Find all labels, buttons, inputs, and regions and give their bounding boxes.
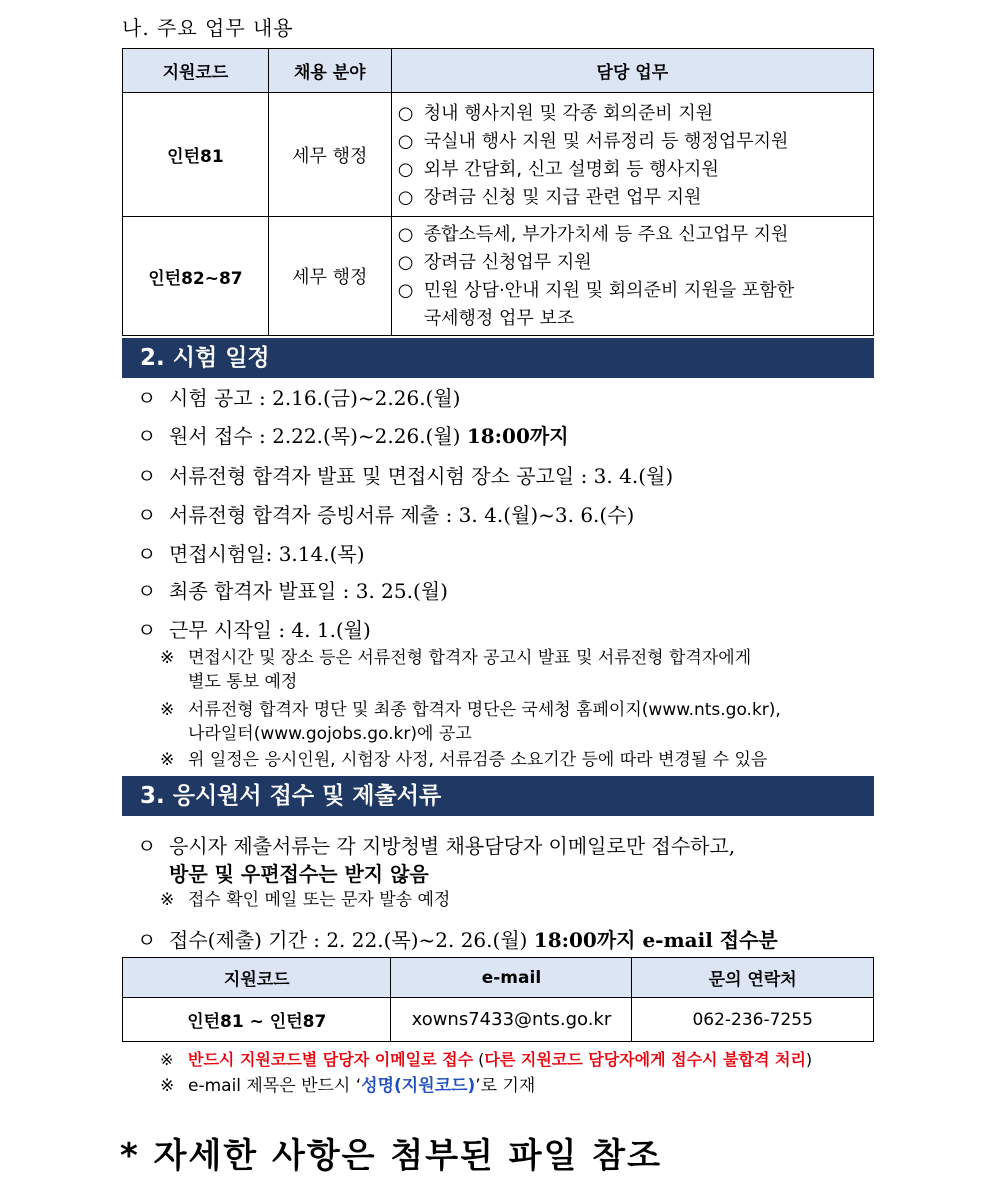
schedule-note: ※ 면접시간 및 장소 등은 서류전형 합격자 공고시 발표 및 서류전형 합격자에게 별도 통보 예정 <box>160 648 752 692</box>
duty-table <box>122 48 874 336</box>
circle-bullet-icon: ○ <box>397 158 414 180</box>
bullet-icon: ㅇ <box>137 618 157 642</box>
subheading-duties: 나. 주요 업무 내용 <box>122 16 294 40</box>
reference-mark-icon: ※ <box>160 750 175 770</box>
schedule-item: ㅇ 면접시험일: 3.14.(목) <box>137 538 365 567</box>
duty-item: ○ 장려금 신청 및 지급 관련 업무 지원 <box>398 184 869 212</box>
duty-item: ○ 민원 상담·안내 지원 및 회의준비 지원을 포함한 <box>398 277 869 305</box>
bullet-icon: ㅇ <box>137 424 157 448</box>
table-row <box>123 217 874 336</box>
email-subject-note: ※ e-mail 제목은 반드시 ‘성명(지원코드)’로 기재 <box>160 1076 536 1096</box>
contact-table-header <box>123 958 874 998</box>
reference-mark-icon: ※ <box>160 1076 175 1096</box>
section-title-application: 3. 응시원서 접수 및 제출서류 <box>122 776 874 816</box>
schedule-item: ㅇ 근무 시작일 : 4. 1.(월) <box>137 614 371 643</box>
duty-item-continuation: 국세행정 업무 보조 <box>423 308 575 329</box>
schedule-item: ㅇ 서류전형 합격자 증빙서류 제출 : 3. 4.(월)~3. 6.(수) <box>137 499 634 528</box>
duty-item: ○ 장려금 신청업무 지원 <box>398 249 869 277</box>
bullet-icon: ㅇ <box>137 579 157 603</box>
schedule-note: ※ 서류전형 합격자 명단 및 최종 합격자 명단은 국세청 홈페이지(www.nts.go.kr), 나라일터(www.gojobs.go.kr)에 공고 <box>160 700 781 744</box>
duty-item: ○ 청내 행사지원 및 각종 회의준비 지원 <box>398 100 869 128</box>
circle-bullet-icon: ○ <box>397 186 414 208</box>
application-item-bold: 방문 및 우편접수는 받지 않음 <box>169 862 429 886</box>
table-row <box>123 93 874 217</box>
bullet-icon: ㅇ <box>137 928 157 952</box>
duty-item: ○ 외부 간담회, 신고 설명회 등 행사지원 <box>398 156 869 184</box>
circle-bullet-icon: ○ <box>397 280 414 301</box>
application-item: ㅇ 접수(제출) 기간 : 2. 22.(목)~2. 26.(월) 18:00까지 e-mail 접수분 <box>137 924 778 953</box>
header-code: 지원코드 <box>123 49 269 93</box>
cell-duties <box>391 217 873 336</box>
cell-code: 인턴81 ~ 인턴87 <box>123 998 391 1042</box>
contact-table <box>122 957 874 1042</box>
circle-bullet-icon: ○ <box>397 130 414 152</box>
final-note: * 자세한 사항은 첨부된 파일 참조 <box>120 1136 662 1176</box>
cell-field: 세무 행정 <box>268 93 391 217</box>
schedule-note: ※ 위 일정은 응시인원, 시험장 사정, 서류검증 소요기간 등에 따라 변경될 수 있음 <box>160 750 768 770</box>
schedule-item: ㅇ 서류전형 합격자 발표 및 면접시험 장소 공고일 : 3. 4.(월) <box>137 460 673 489</box>
header-duties: 담당 업무 <box>391 49 873 93</box>
circle-bullet-icon: ○ <box>397 102 414 124</box>
table-row <box>123 998 874 1042</box>
bullet-icon: ㅇ <box>137 386 157 410</box>
schedule-item: ㅇ 시험 공고 : 2.16.(금)~2.26.(월) <box>137 382 460 411</box>
schedule-item: ㅇ 최종 합격자 발표일 : 3. 25.(월) <box>137 575 448 604</box>
header-phone: 문의 연락처 <box>632 958 874 998</box>
section-title-schedule: 2. 시험 일정 <box>122 338 874 378</box>
bullet-icon: ㅇ <box>137 542 157 566</box>
cell-duties <box>391 93 873 217</box>
deadline-text: 18:00까지 e-mail 접수분 <box>533 928 778 952</box>
warning-note: ※ 반드시 지원코드별 담당자 이메일로 접수 (다른 지원코드 담당자에게 접수시 불합격 처리) <box>160 1048 875 1072</box>
duty-table-header <box>123 49 874 93</box>
cell-field: 세무 행정 <box>268 217 391 336</box>
cell-code: 인턴81 <box>123 93 269 217</box>
bullet-icon: ㅇ <box>137 834 157 858</box>
bullet-icon: ㅇ <box>137 464 157 488</box>
application-item: ㅇ 응시자 제출서류는 각 지방청별 채용담당자 이메일로만 접수하고, <box>137 830 735 859</box>
header-email: e-mail <box>391 958 632 998</box>
deadline-text: 18:00까지 <box>466 424 569 448</box>
reference-mark-icon: ※ <box>160 1050 174 1069</box>
cell-code: 인턴82~87 <box>123 217 269 336</box>
cell-phone: 062-236-7255 <box>632 998 874 1042</box>
reference-mark-icon: ※ <box>160 890 175 910</box>
circle-bullet-icon: ○ <box>397 252 414 273</box>
bullet-icon: ㅇ <box>137 503 157 527</box>
reference-mark-icon: ※ <box>160 700 175 720</box>
schedule-item: ㅇ 원서 접수 : 2.22.(목)~2.26.(월) 18:00까지 <box>137 420 569 449</box>
duty-item: ○ 종합소득세, 부가가치세 등 주요 신고업무 지원 <box>398 221 869 249</box>
header-code: 지원코드 <box>123 958 391 998</box>
reference-mark-icon: ※ <box>160 648 175 668</box>
application-note: ※ 접수 확인 메일 또는 문자 발송 예정 <box>160 890 451 910</box>
cell-email: xowns7433@nts.go.kr <box>391 998 632 1042</box>
header-field: 채용 분야 <box>268 49 391 93</box>
circle-bullet-icon: ○ <box>397 224 414 245</box>
duty-item: ○ 국실내 행사 지원 및 서류정리 등 행정업무지원 <box>398 128 869 156</box>
